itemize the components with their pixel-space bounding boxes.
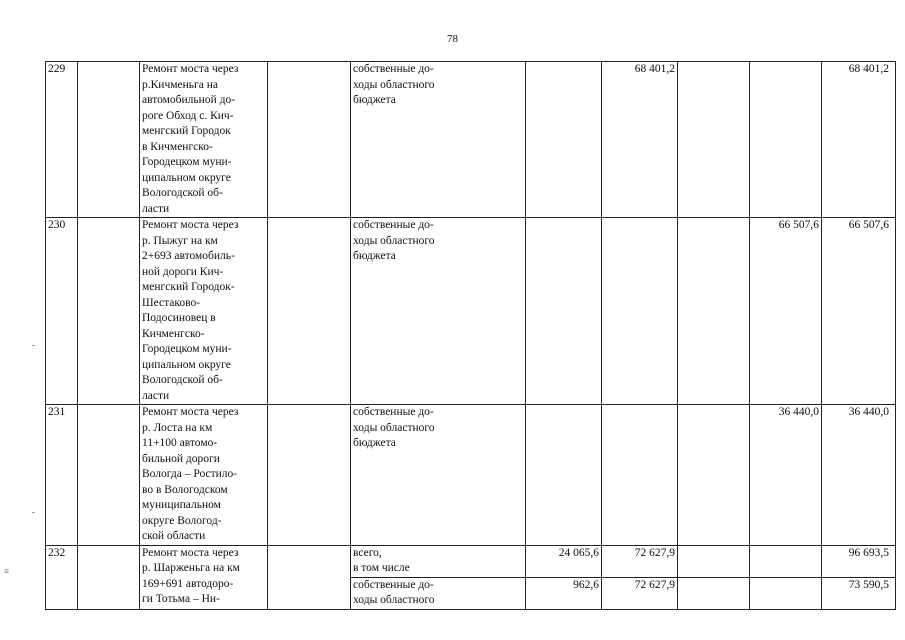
object-name: Ремонт моста через р. Лоста на км 11+100 автомо- бильной дороги Вологда – Ростило- во в Вологодском муниципальном округе Вологод- ской области (140, 405, 268, 546)
empty-cell (78, 62, 140, 218)
object-name: Ремонт моста через р. Пыжуг на км 2+693 автомобиль- ной дороги Кич- менгский Городок- Шестаково- Подосиновец в Кичменгско- Городецком муни- ципальном округе Вологодской об- ласти (140, 218, 268, 405)
scan-speck (32, 512, 35, 513)
amount-cell (526, 218, 602, 405)
amount-cell (678, 405, 750, 546)
amount-cell: 66 507,6 (750, 218, 822, 405)
page-number: 78 (447, 33, 458, 45)
amount-cell: 72 627,9 (602, 545, 678, 577)
funding-source: собственные до- ходы областного (351, 577, 526, 609)
amount-cell (678, 545, 750, 577)
empty-cell (268, 405, 351, 546)
empty-cell (78, 405, 140, 546)
funding-source: собственные до- ходы областного бюджета (351, 218, 526, 405)
object-name: Ремонт моста через р.Кичменьга на автомобильной до- роге Обход с. Кич- менгский Городок в Кичменгско- Городецком муни- ципальном округе Вологодской об- ласти (140, 62, 268, 218)
amount-cell (526, 405, 602, 546)
funding-source: собственные до- ходы областного бюджета (351, 405, 526, 546)
total-cell: 36 440,0 (822, 405, 896, 546)
funding-source: собственные до- ходы областного бюджета (351, 62, 526, 218)
total-cell: 73 590,5 (822, 577, 896, 609)
amount-cell (602, 405, 678, 546)
empty-cell (268, 218, 351, 405)
amount-cell (678, 62, 750, 218)
amount-cell (750, 62, 822, 218)
amount-cell: 962,6 (526, 577, 602, 609)
empty-cell (268, 545, 351, 609)
budget-table (45, 61, 896, 610)
object-name: Ремонт моста через р. Шарженьга на км 169+691 автодоро- ги Тотьма – Ни- (140, 545, 268, 609)
amount-cell: 24 065,6 (526, 545, 602, 577)
total-cell: 96 693,5 (822, 545, 896, 577)
row-number: 231 (46, 405, 78, 546)
amount-cell (526, 62, 602, 218)
amount-cell (750, 545, 822, 577)
empty-cell (78, 218, 140, 405)
amount-cell: 36 440,0 (750, 405, 822, 546)
row-number: 230 (46, 218, 78, 405)
table-row (46, 218, 896, 405)
row-number: 232 (46, 545, 78, 609)
amount-cell (750, 577, 822, 609)
total-cell: 68 401,2 (822, 62, 896, 218)
table-row (46, 405, 896, 546)
amount-cell: 68 401,2 (602, 62, 678, 218)
total-cell: 66 507,6 (822, 218, 896, 405)
table-row (46, 545, 896, 577)
amount-cell (678, 577, 750, 609)
scan-speck (32, 345, 35, 346)
amount-cell (602, 218, 678, 405)
row-number: 229 (46, 62, 78, 218)
empty-cell (78, 545, 140, 609)
margin-mark: ≡ (4, 566, 10, 576)
amount-cell (678, 218, 750, 405)
amount-cell: 72 627,9 (602, 577, 678, 609)
table-row (46, 62, 896, 218)
empty-cell (268, 62, 351, 218)
funding-source: всего, в том числе (351, 545, 526, 577)
